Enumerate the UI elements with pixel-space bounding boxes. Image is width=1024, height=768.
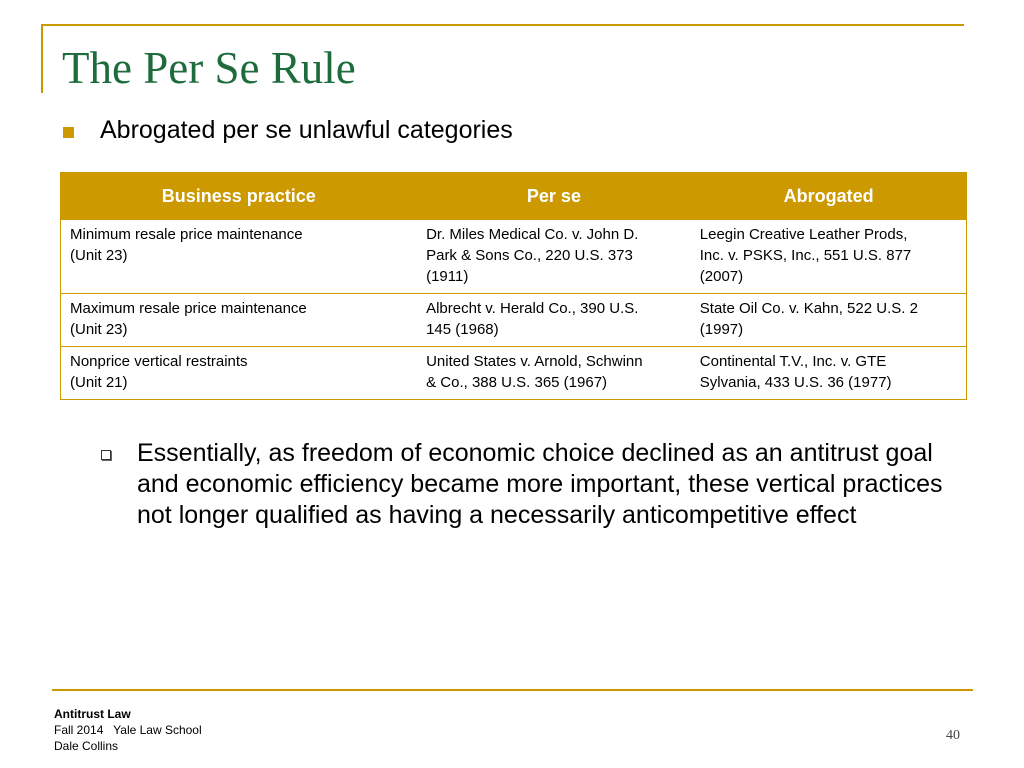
cell-line: (1911) — [426, 268, 469, 285]
page-number: 40 — [946, 728, 960, 743]
cell-line: 145 (1968) — [426, 321, 499, 338]
footer-course: Antitrust Law — [54, 707, 131, 721]
header-abrogated: Abrogated — [691, 173, 967, 220]
cell-abrogated — [691, 347, 967, 400]
cell-line: Continental T.V., Inc. v. GTE — [699, 353, 887, 370]
bullet-heading: Abrogated per se unlawful categories — [100, 116, 513, 144]
cell-line: State Oil Co. v. Kahn, 522 U.S. 2 — [699, 300, 918, 317]
table-header-row — [61, 173, 967, 220]
footer-author: Dale Collins — [54, 739, 119, 753]
cell-line: Dr. Miles Medical Co. v. John D. — [426, 226, 639, 243]
header-business-practice: Business practice — [61, 173, 418, 220]
cell-line: Park & Sons Co., 220 U.S. 373 — [426, 247, 633, 264]
cell-line: (Unit 23) — [70, 321, 128, 338]
slide-title: The Per Se Rule — [62, 43, 356, 93]
top-rule — [41, 24, 964, 26]
cell-per-se — [417, 347, 691, 400]
paragraph-line: not longer qualified as having a necessarily anticompetitive effect — [137, 501, 857, 529]
hollow-square-bullet-icon — [101, 450, 111, 460]
cell-line: & Co., 388 U.S. 365 (1967) — [426, 374, 608, 391]
footer — [54, 706, 202, 754]
table-row — [61, 294, 967, 347]
cell-line: Inc. v. PSKS, Inc., 551 U.S. 877 — [699, 247, 912, 264]
cell-per-se — [417, 294, 691, 347]
cell-abrogated — [691, 220, 967, 294]
summary-paragraph — [137, 438, 977, 531]
cell-practice — [61, 294, 418, 347]
paragraph-line: Essentially, as freedom of economic choice declined as an antitrust goal — [137, 439, 933, 467]
cell-line: Maximum resale price maintenance — [70, 300, 307, 317]
cases-table — [60, 172, 967, 400]
cell-line: Nonprice vertical restraints — [70, 353, 248, 370]
left-rule — [41, 26, 43, 93]
cell-per-se — [417, 220, 691, 294]
paragraph-line: and economic efficiency became more important, these vertical practices — [137, 470, 943, 498]
table-row — [61, 347, 967, 400]
square-bullet-icon — [63, 127, 74, 138]
cell-line: Leegin Creative Leather Prods, — [699, 226, 908, 243]
cell-line: (2007) — [699, 268, 744, 285]
cell-line: Minimum resale price maintenance — [70, 226, 303, 243]
footer-rule — [52, 689, 973, 691]
cell-abrogated — [691, 294, 967, 347]
table-row — [61, 220, 967, 294]
cell-line: (Unit 21) — [70, 374, 128, 391]
cell-line: United States v. Arnold, Schwinn — [426, 353, 643, 370]
cell-line: Albrecht v. Herald Co., 390 U.S. — [426, 300, 639, 317]
cell-line: (Unit 23) — [70, 247, 128, 264]
cell-practice — [61, 347, 418, 400]
header-per-se: Per se — [417, 173, 691, 220]
footer-term: Fall 2014 Yale Law School — [54, 723, 202, 737]
cell-line: (1997) — [699, 321, 744, 338]
cell-practice — [61, 220, 418, 294]
cell-line: Sylvania, 433 U.S. 36 (1977) — [699, 374, 892, 391]
